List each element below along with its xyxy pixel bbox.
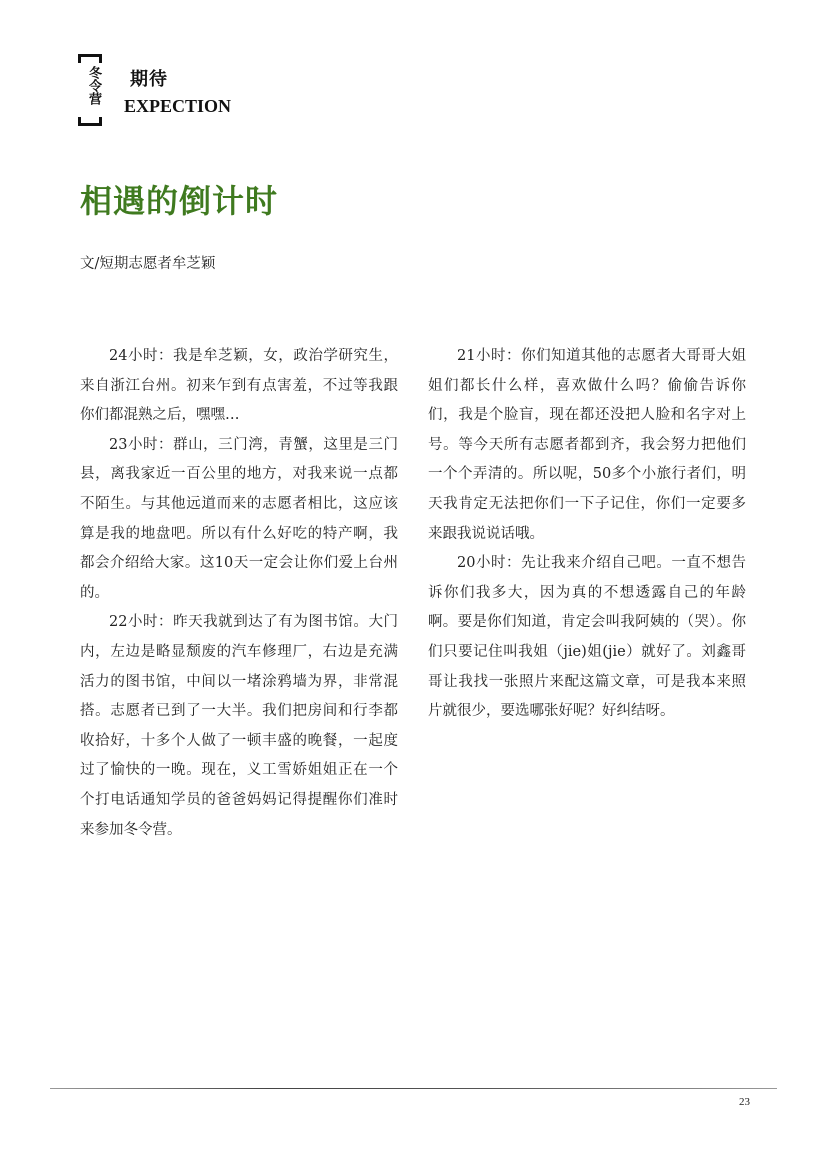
paragraph: 23小时：群山，三门湾，青蟹，这里是三门县，离我家近一百公里的地方，对我来说一点都不陌生。与其他远道而来的志愿者相比，这应该算是我的地盘吧。所以有什么好吃的特产啊，我都会介绍给大家。这10天一定会让你们爱上台州的。 — [80, 436, 398, 601]
article-column-left — [80, 342, 398, 845]
article-byline: 文/短期志愿者牟芝颖 — [80, 256, 216, 272]
section-title-cn: 期待 — [130, 69, 168, 90]
badge-bracket-bottom — [78, 117, 102, 126]
page-number: 23 — [739, 1096, 750, 1108]
paragraph: 21小时：你们知道其他的志愿者大哥哥大姐姐们都长什么样，喜欢做什么吗？偷偷告诉你们，我是个脸盲，现在都还没把人脸和名字对上号。等今天所有志愿者都到齐，我会努力把他们一个个弄清的。所以呢，50多个小旅行者们，明天我肯定无法把你们一下子记住，你们一定要多来跟我说说话哦。 — [428, 348, 746, 542]
paragraph: 20小时：先让我来介绍自己吧。一直不想告诉你们我多大，因为真的不想透露自己的年龄啊。要是你们知道，肯定会叫我阿姨的（哭）。你们只要记住叫我姐（jie)姐(jie）就好了。刘鑫哥哥让我找一张照片来配这篇文章，可是我本来照片就很少，要选哪张好呢？好纠结呀。 — [428, 555, 746, 720]
badge-bracket-top — [78, 54, 102, 63]
paragraph: 24小时：我是牟芝颖，女，政治学研究生，来自浙江台州。初来乍到有点害羞，不过等我跟你们都混熟之后，嘿嘿… — [80, 348, 398, 424]
footer-divider — [50, 1088, 777, 1089]
paragraph: 22小时：昨天我就到达了有为图书馆。大门内，左边是略显颓废的汽车修理厂，右边是充满活力的图书馆，中间以一堵涂鸦墙为界，非常混搭。志愿者已到了一大半。我们把房间和行李都收拾好，十多个人做了一顿丰盛的晚餐，一起度过了愉快的一晚。现在，义工雪娇姐姐正在一个个打电话通知学员的爸爸妈妈记得提醒你们准时来参加冬令营。 — [80, 614, 398, 838]
section-badge — [78, 54, 100, 126]
section-title-en: EXPECTION — [124, 96, 232, 116]
badge-text: 冬令营 — [86, 66, 101, 105]
article-title: 相遇的倒计时 — [80, 182, 279, 220]
article-column-right — [428, 342, 746, 727]
